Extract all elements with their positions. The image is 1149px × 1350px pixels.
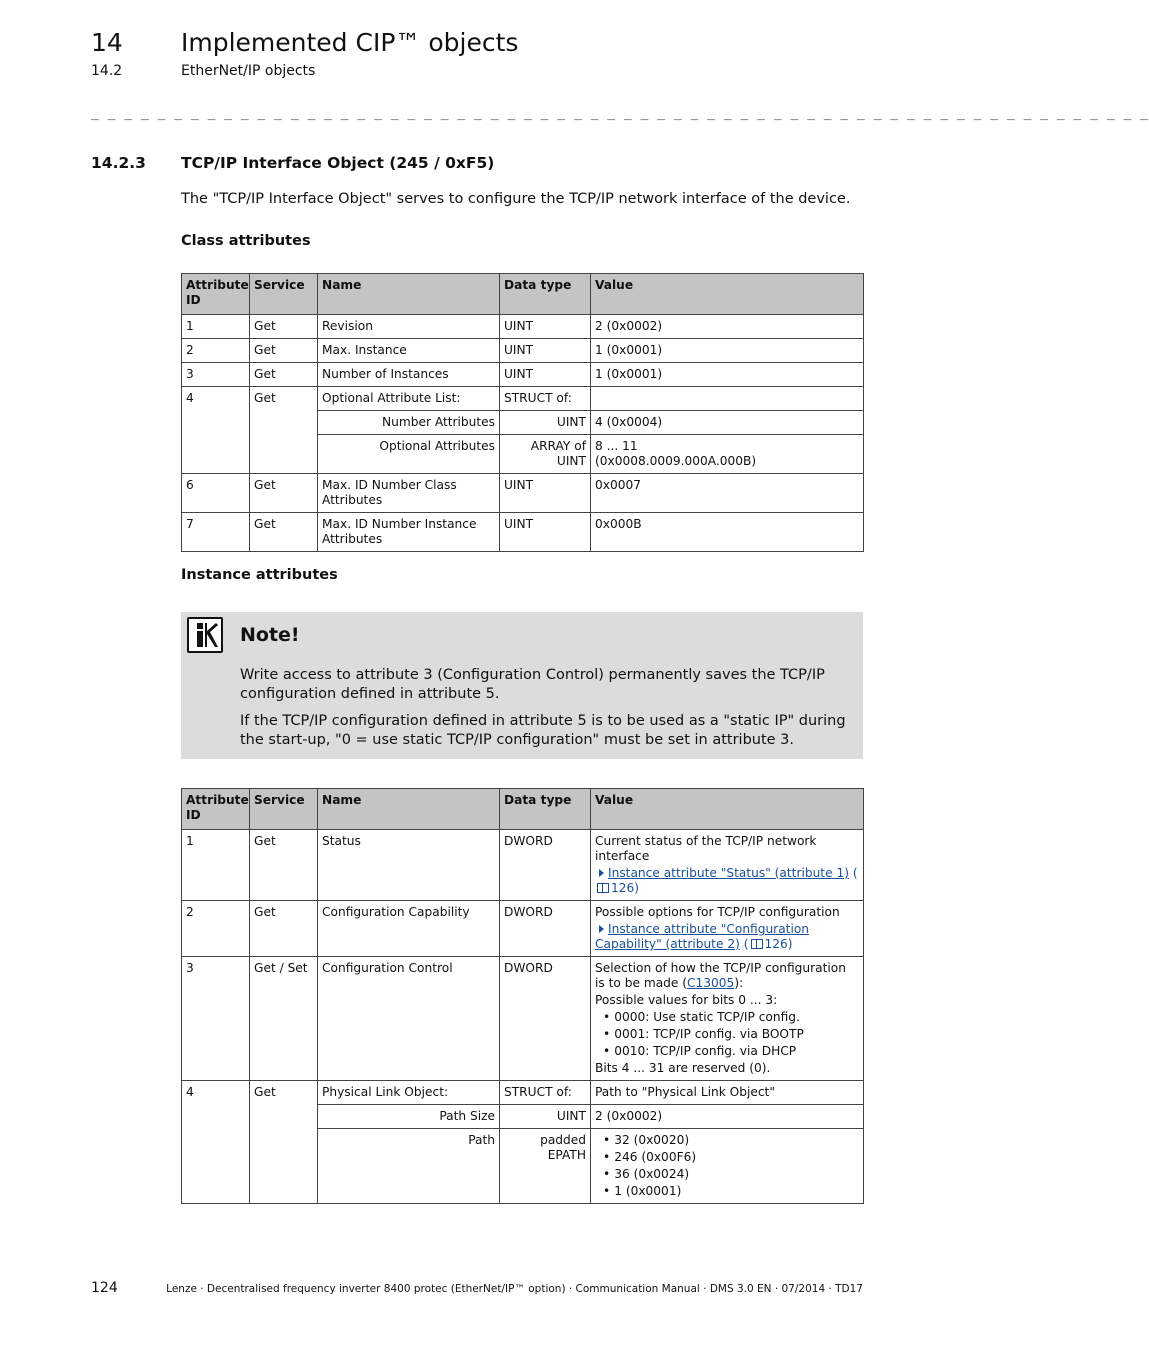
page-reference[interactable]: 126 [611, 881, 635, 895]
attribute-name: Path Size [318, 1105, 500, 1129]
book-icon [597, 883, 609, 893]
cross-reference[interactable]: Instance attribute "Status" (attribute 1) (126) [595, 866, 859, 896]
service: Get [250, 387, 318, 474]
table-row [182, 957, 864, 1081]
service: Get / Set [250, 957, 318, 1081]
table-row [182, 315, 864, 339]
column-header: Name [318, 274, 500, 315]
cross-reference-link[interactable]: Instance attribute "Status" (attribute 1) [608, 866, 849, 880]
attribute-id: 1 [182, 830, 250, 901]
value: 2 (0x0002) [591, 315, 864, 339]
data-type: UINT [500, 339, 591, 363]
value: Path to "Physical Link Object" [591, 1081, 864, 1105]
list-item: • 32 (0x0020) [613, 1133, 859, 1148]
list-item: • 0000: Use static TCP/IP config. [613, 1010, 859, 1025]
column-header: Attribute ID [182, 789, 250, 830]
value-text: Possible options for TCP/IP configuration [595, 905, 840, 919]
list-item: • 36 (0x0024) [613, 1167, 859, 1182]
attribute-name: Number Attributes [318, 411, 500, 435]
value: 1 (0x0001) [591, 339, 864, 363]
attribute-name: Optional Attribute List: [318, 387, 500, 411]
service: Get [250, 513, 318, 552]
instance-attributes-table [181, 788, 864, 1204]
header-separator: _ _ _ _ _ _ _ _ _ _ _ _ _ _ _ _ _ _ _ _ _ _ _ _ _ _ _ _ _ _ _ _ _ _ _ _ _ _ _ _ _ _ _ _ _ _ _ _ _ _ _ _ _ _ _ _ _ _ _ _ _ _ _ _ [91, 106, 1149, 121]
value: 1 (0x0001) [591, 363, 864, 387]
attribute-name: Revision [318, 315, 500, 339]
attribute-id: 4 [182, 1081, 250, 1204]
attribute-id: 7 [182, 513, 250, 552]
note-paragraph: If the TCP/IP configuration defined in attribute 5 is to be used as a "static IP" during the start-up, "0 = use static TCP/IP configuration" must be set in attribute 3. [240, 713, 846, 748]
attribute-id: 1 [182, 315, 250, 339]
class-attributes-table [181, 273, 864, 552]
table-row [182, 474, 864, 513]
value [591, 387, 864, 411]
data-type: DWORD [500, 957, 591, 1081]
chapter-title: Implemented CIP™ objects [181, 28, 519, 57]
table-row [182, 339, 864, 363]
table-row [182, 513, 864, 552]
cross-reference-link[interactable]: Instance attribute "Configuration Capability" (attribute 2) [595, 922, 810, 951]
option-list [595, 1010, 859, 1059]
note-paragraph: Write access to attribute 3 (Configuration Control) permanently saves the TCP/IP configuration defined in attribute 5. [240, 667, 825, 702]
data-type: STRUCT of: [500, 387, 591, 411]
arrow-icon [599, 925, 604, 933]
data-type: padded EPATH [500, 1129, 591, 1204]
value-text: Selection of how the TCP/IP configuration is to be made (C13005): [595, 961, 846, 990]
table-row [182, 830, 864, 901]
value-line: (0x0008.0009.000A.000B) [595, 454, 757, 468]
column-header: Service [250, 274, 318, 315]
data-type: STRUCT of: [500, 1081, 591, 1105]
column-header: Attribute ID [182, 274, 250, 315]
attribute-id: 6 [182, 474, 250, 513]
footer-text: Lenze · Decentralised frequency inverter 8400 protec (EtherNet/IP™ option) · Communication Manual · DMS 3.0 EN · 07/2014 · TD17 [166, 1283, 863, 1295]
attribute-name: Configuration Capability [318, 901, 500, 957]
attribute-name: Configuration Control [318, 957, 500, 1081]
value [591, 957, 864, 1081]
cross-reference[interactable]: Instance attribute "Configuration Capability" (attribute 2) ( 126) [595, 922, 810, 951]
table-header-row [182, 789, 864, 830]
class-attributes-heading: Class attributes [181, 233, 311, 249]
table-row [182, 387, 864, 411]
attribute-id: 3 [182, 957, 250, 1081]
service: Get [250, 315, 318, 339]
list-item: • 246 (0x00F6) [613, 1150, 859, 1165]
attribute-name: Optional Attributes [318, 435, 500, 474]
column-header: Name [318, 789, 500, 830]
value [591, 435, 864, 474]
attribute-id: 4 [182, 387, 250, 474]
data-type: UINT [500, 411, 591, 435]
table-row [182, 901, 864, 957]
book-icon [751, 939, 763, 949]
list-item: • 1 (0x0001) [613, 1184, 859, 1199]
column-header: Service [250, 789, 318, 830]
value: 4 (0x0004) [591, 411, 864, 435]
table-row [182, 363, 864, 387]
intro-text: The "TCP/IP Interface Object" serves to configure the TCP/IP network interface of the device. [181, 191, 851, 207]
column-header: Data type [500, 274, 591, 315]
column-header: Value [591, 274, 864, 315]
data-type: UINT [500, 363, 591, 387]
attribute-name: Path [318, 1129, 500, 1204]
table-header-row [182, 274, 864, 315]
service: Get [250, 363, 318, 387]
value [591, 1129, 864, 1204]
attribute-id: 2 [182, 901, 250, 957]
attribute-id: 2 [182, 339, 250, 363]
value [591, 901, 864, 957]
service: Get [250, 339, 318, 363]
value [591, 830, 864, 901]
page-number: 124 [91, 1280, 118, 1296]
attribute-name: Max. ID Number Class Attributes [318, 474, 500, 513]
instance-attributes-heading: Instance attributes [181, 567, 338, 583]
arrow-icon [599, 869, 604, 877]
service: Get [250, 830, 318, 901]
value: 0x0007 [591, 474, 864, 513]
value: 2 (0x0002) [591, 1105, 864, 1129]
value-line: 8 ... 11 [595, 439, 638, 453]
data-type: UINT [500, 513, 591, 552]
note-box [181, 612, 863, 759]
attribute-name: Number of Instances [318, 363, 500, 387]
value-text: Current status of the TCP/IP network interface [595, 834, 817, 863]
data-type: UINT [500, 315, 591, 339]
subsection-title: TCP/IP Interface Object (245 / 0xF5) [181, 154, 495, 172]
attribute-name: Max. ID Number Instance Attributes [318, 513, 500, 552]
attribute-name: Status [318, 830, 500, 901]
list-item: • 0010: TCP/IP config. via DHCP [613, 1044, 859, 1059]
attribute-name: Physical Link Object: [318, 1081, 500, 1105]
page-reference[interactable]: 126 [764, 937, 788, 951]
service: Get [250, 474, 318, 513]
list-item: • 0001: TCP/IP config. via BOOTP [613, 1027, 859, 1042]
service: Get [250, 1081, 318, 1204]
section-number: 14.2 [91, 63, 123, 79]
section-title: EtherNet/IP objects [181, 63, 316, 79]
data-type: DWORD [500, 901, 591, 957]
note-title: Note! [240, 624, 300, 646]
service: Get [250, 901, 318, 957]
column-header: Data type [500, 789, 591, 830]
path-values [595, 1133, 859, 1199]
chapter-number: 14 [91, 28, 123, 57]
column-header: Value [591, 789, 864, 830]
data-type: DWORD [500, 830, 591, 901]
bits-label: Possible values for bits 0 ... 3: [595, 993, 778, 1007]
table-row [182, 1081, 864, 1105]
attribute-id: 3 [182, 363, 250, 387]
data-type: UINT [500, 1105, 591, 1129]
data-type: ARRAY of UINT [500, 435, 591, 474]
data-type: UINT [500, 474, 591, 513]
attribute-name: Max. Instance [318, 339, 500, 363]
value: 0x000B [591, 513, 864, 552]
reserved-note: Bits 4 ... 31 are reserved (0). [595, 1061, 771, 1075]
subsection-number: 14.2.3 [91, 154, 146, 172]
info-icon [187, 617, 223, 653]
code-link[interactable]: C13005 [687, 976, 735, 990]
